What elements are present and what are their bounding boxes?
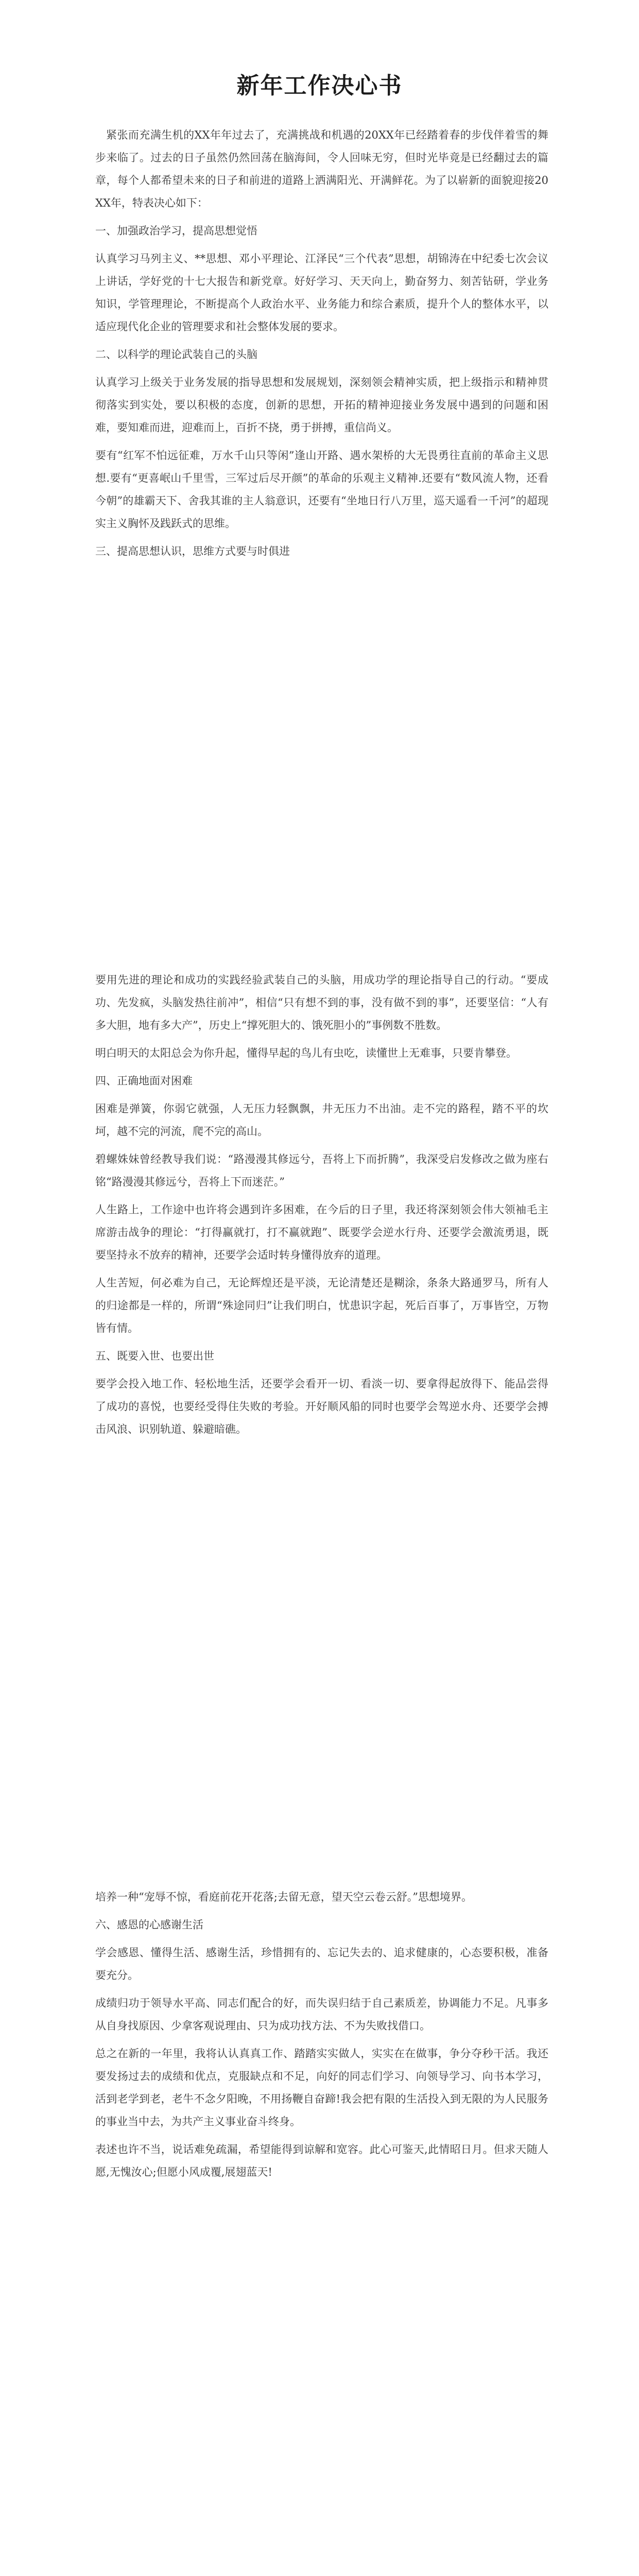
section-heading: 一、加强政治学习，提高思想觉悟	[95, 225, 257, 237]
body-paragraph: 要学会投入地工作、轻松地生活，还要学会看开一切、看淡一切、要拿得起放得下、能品尝得了成功的喜悦，也要经受得住失败的考验。开好顺风船的同时也要学会驾逆水舟、还要学会搏击风浪、识别轨道、躲避暗礁。	[95, 1378, 548, 1435]
body-paragraph: 紧张而充满生机的XX年年过去了，充满挑战和机遇的20XX年已经踏着春的步伐伴着雪的舞步来临了。过去的日子虽然仍然回荡在脑海间，令人回味无穷，但时光毕竟是已经翻过去的篇章，每个人都希望未来的日子和前进的道路上洒满阳光、开满鲜花。为了以崭新的面貌迎接20XX年，特表决心如下：	[95, 129, 548, 209]
body-paragraph: 表述也许不当，说话难免疏漏，希望能得到谅解和宽容。此心可鉴天,此情昭日月。但求天随人愿,无愧汝心;但愿小风成覆,展翅蓝天!	[95, 2143, 548, 2178]
section-heading: 三、提高思想认识，思维方式要与时俱进	[95, 545, 290, 557]
body-paragraph: 困难是弹簧，你弱它就强，人无压力轻飘飘，井无压力不出油。走不完的路程，踏不平的坎坷，越不完的河流，爬不完的高山。	[95, 1103, 548, 1138]
body-paragraph: 培养一种“宠辱不惊，看庭前花开花落;去留无意，望天空云卷云舒。”思想境界。	[95, 1891, 473, 1903]
body-paragraph: 要用先进的理论和成功的实践经验武装自己的头脑，用成功学的理论指导自己的行动。“要成功、先发疯，头脑发热往前冲”，相信“只有想不到的事，没有做不到的事”，还要坚信：“人有多大胆，地有多大产”，历史上“撑死胆大的、饿死胆小的”事例数不胜数。	[95, 974, 548, 1031]
body-paragraph: 人生苦短，何必难为自己，无论辉煌还是平淡，无论清楚还是糊涂，条条大路通罗马，所有人的归途都是一样的，所谓“殊途同归”让我们明白，忧患识字起，死后百事了，万事皆空，万物皆有情。	[95, 1277, 548, 1334]
section-heading: 六、感恩的心感谢生活	[95, 1919, 203, 1931]
body-paragraph: 总之在新的一年里，我将认认真真工作、踏踏实实做人，实实在在做事，争分夺秒干活。我还要发扬过去的成绩和优点，克服缺点和不足，向好的同志们学习、向领导学习、向书本学习，活到老学到老，老牛不念夕阳晚，不用扬鞭自奋蹄!我会把有限的生活投入到无限的为人民服务的事业当中去，为共产主义事业奋斗终身。	[95, 2047, 548, 2128]
body-paragraph: 学会感恩、懂得生活、感谢生活，珍惜拥有的、忘记失去的、追求健康的，心态要积极，准备要充分。	[95, 1946, 548, 1981]
body-paragraph: 认真学习上级关于业务发展的指导思想和发展规划，深刻领会精神实质，把上级指示和精神贯彻落实到实处，要以积极的态度，创新的思想，开拓的精神迎接业务发展中遇到的问题和困难，要知难而进，迎难而上，百折不挠，勇于拼搏，重信尚义。	[95, 376, 548, 434]
section-heading: 四、正确地面对困难	[95, 1075, 193, 1087]
section-heading: 二、以科学的理论武装自己的头脑	[95, 348, 257, 361]
body-paragraph: 成绩归功于领导水平高、同志们配合的好，而失误归结于自己素质差，协调能力不足。凡事多从自身找原因、少拿客观说理由、只为成功找方法、不为失败找借口。	[95, 1997, 548, 2032]
body-paragraph: 要有“红军不怕远征难，万水千山只等闲”逢山开路、遇水架桥的大无畏勇往直前的革命主义思想.要有“更喜岷山千里雪，三军过后尽开颜”的革命的乐观主义精神.还要有“数风流人物，还看今朝”的雄霸天下、舍我其谁的主人翁意识，还要有“坐地日行八万里，巡天遥看一千河”的超现实主义胸怀及践跃式的思维。	[95, 449, 548, 530]
document-title: 新年工作决心书	[236, 73, 403, 99]
content-block-2	[95, 969, 548, 1446]
body-paragraph: 碧螺姝妹曾经教导我们说：“路漫漫其修远兮，吾将上下而折腾”，我深受启发修改之做为座右铭“路漫漫其修远兮，吾将上下而迷茫。”	[95, 1153, 548, 1188]
section-heading: 五、既要入世、也要出世	[95, 1350, 214, 1362]
content-block-1	[95, 124, 548, 568]
body-paragraph: 明白明天的太阳总会为你升起，懂得早起的鸟儿有虫吃，读懂世上无难事，只要肯攀登。	[95, 1047, 517, 1059]
body-paragraph: 认真学习马列主义、**思想、邓小平理论、江泽民“三个代表”思想，胡锦涛在中纪委七次会议上讲话，学好党的十七大报告和新党章。好好学习、天天向上，勤奋努力、刻苦钻研，学业务知识，学管理理论，不断提高个人政治水平、业务能力和综合素质，提升个人的整体水平，以适应现代化企业的管理要求和社会整体发展的要求。	[95, 252, 548, 333]
body-paragraph: 人生路上，工作途中也许将会遇到许多困难，在今后的日子里，我还将深刻领会伟大领袖毛主席游击战争的理论：“打得赢就打，打不赢就跑”、既要学会逆水行舟、还要学会激流勇退，既要坚持永不放弃的精神，还要学会适时转身懂得放弃的道理。	[95, 1204, 548, 1261]
content-block-3	[95, 1886, 548, 2189]
